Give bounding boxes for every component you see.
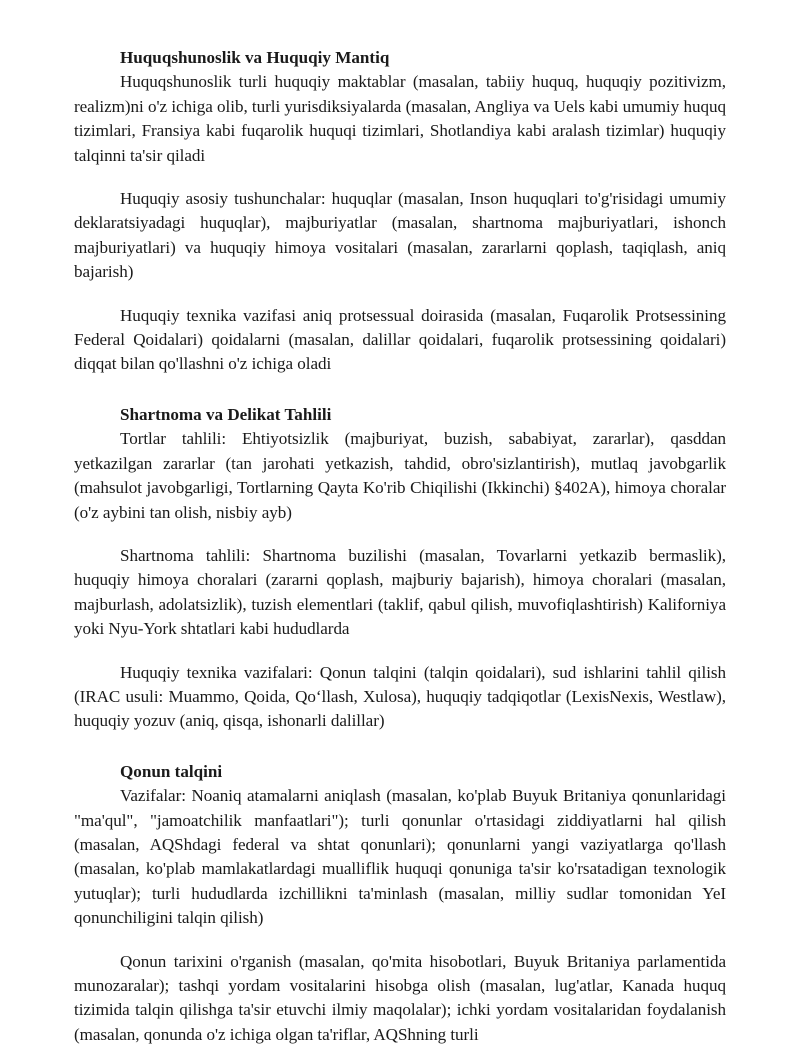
paragraph: Huquqiy asosiy tushunchalar: huquqlar (masalan, Inson huquqlari to'g'risidagi umumiy deklaratsiyadagi huquqlar), majburiyatlar (masalan, shartnoma majburiyatlari, ishonch majburiyatlari) va huquqiy himoya vositalari (masalan, zararlarni qoplash, taqiqlash, aniq bajarish) [74,189,726,282]
section-heading-statutory-interpretation: Qonun talqini [120,761,223,781]
paragraph: Shartnoma tahlili: Shartnoma buzilishi (masalan, Tovarlarni yetkazib bermaslik), huquqiy himoya choralari (zararni qoplash, majburiy bajarish), himoya choralari (masalan, majburlash, adolatsizlik), tuzish elementlari (taklif, qabul qilish, muvofiqlashtirish) Kaliforniya yoki Nyu-York shtatlari kabi hududlarda [74,545,726,639]
paragraph: Vazifalar: Noaniq atamalarni aniqlash (masalan, ko'plab Buyuk Britaniya qonunlaridagi "ma'qul", "jamoatchilik manfaatlari"); turli qonunlar o'rtasidagi ziddiyatlarni hal qilish (masalan, AQShdagi federal va shtat qonunlari); qonunlarni yangi vaziyatlarga qo'llash (masalan, ko'plab mamlakatlardagi mualliflik huquqi qonuniga ta'sir ko'rsatadigan texnologik yutuqlar); turli hududlarda izchillikni ta'minlash (masalan, milliy sudlar tomonidan YeI qonunchiligini talqin qilish) [74,786,726,928]
section-heading-contract-tort: Shartnoma va Delikat Tahlili [120,404,332,424]
document-page [74,46,726,1047]
section-heading-jurisprudence: Huquqshunoslik va Huquqiy Mantiq [120,48,390,67]
paragraph: Qonun tarixini o'rganish (masalan, qo'mita hisobotlari, Buyuk Britaniya parlamentida munozaralar); tashqi yordam vositalarini hisobga olish (masalan, lug'atlar, Kanada huquq tizimida talqin qilishga ta'sir etuvchi ilmiy maqolalar); ichki yordam vositalaridan foydalanish (masalan, qonunda o'z ichiga olgan ta'riflar, AQShning turli [74,951,726,1044]
paragraph: Huquqshunoslik turli huquqiy maktablar (masalan, tabiiy huquq, huquqiy pozitivizm, realizm)ni o'z ichiga olib, turli yurisdiksiyalarda (masalan, Angliya va Uels kabi umumiy huquq tizimlari, Fransiya kabi fuqarolik huquqi tizimlari, Shotlandiya kabi aralash tizimlar) huquqiy talqinni ta'sir qiladi [74,72,726,165]
paragraph: Huquqiy texnika vazifalari: Qonun talqini (talqin qoidalari), sud ishlarini tahlil qilish (IRAC usuli: Muammo, Qoida, Qo‘llash, Xulosa), huquqiy tadqiqotlar (LexisNexis, Westlaw), huquqiy yozuv (aniq, qisqa, ishonarli dalillar) [74,662,726,731]
paragraph: Huquqiy texnika vazifasi aniq protsessual doirasida (masalan, Fuqarolik Protsessining Federal Qoidalari) qoidalarni (masalan, dalillar qoidalari, fuqarolik protsessining qoidalari) diqqat bilan qo'llashni o'z ichiga oladi [74,305,726,374]
paragraph: Tortlar tahlili: Ehtiyotsizlik (majburiyat, buzish, sababiyat, zararlar), qasddan yetkazilgan zararlar (tan jarohati yetkazish, tahdid, obro'sizlantirish), mutlaq javobgarlik (mahsulot javobgarligi, Tortlarning Qayta Ko'rib Chiqilishi (Ikkinchi) §402A), himoya choralar (o'z aybini tan olish, nisbiy ayb) [74,429,726,522]
